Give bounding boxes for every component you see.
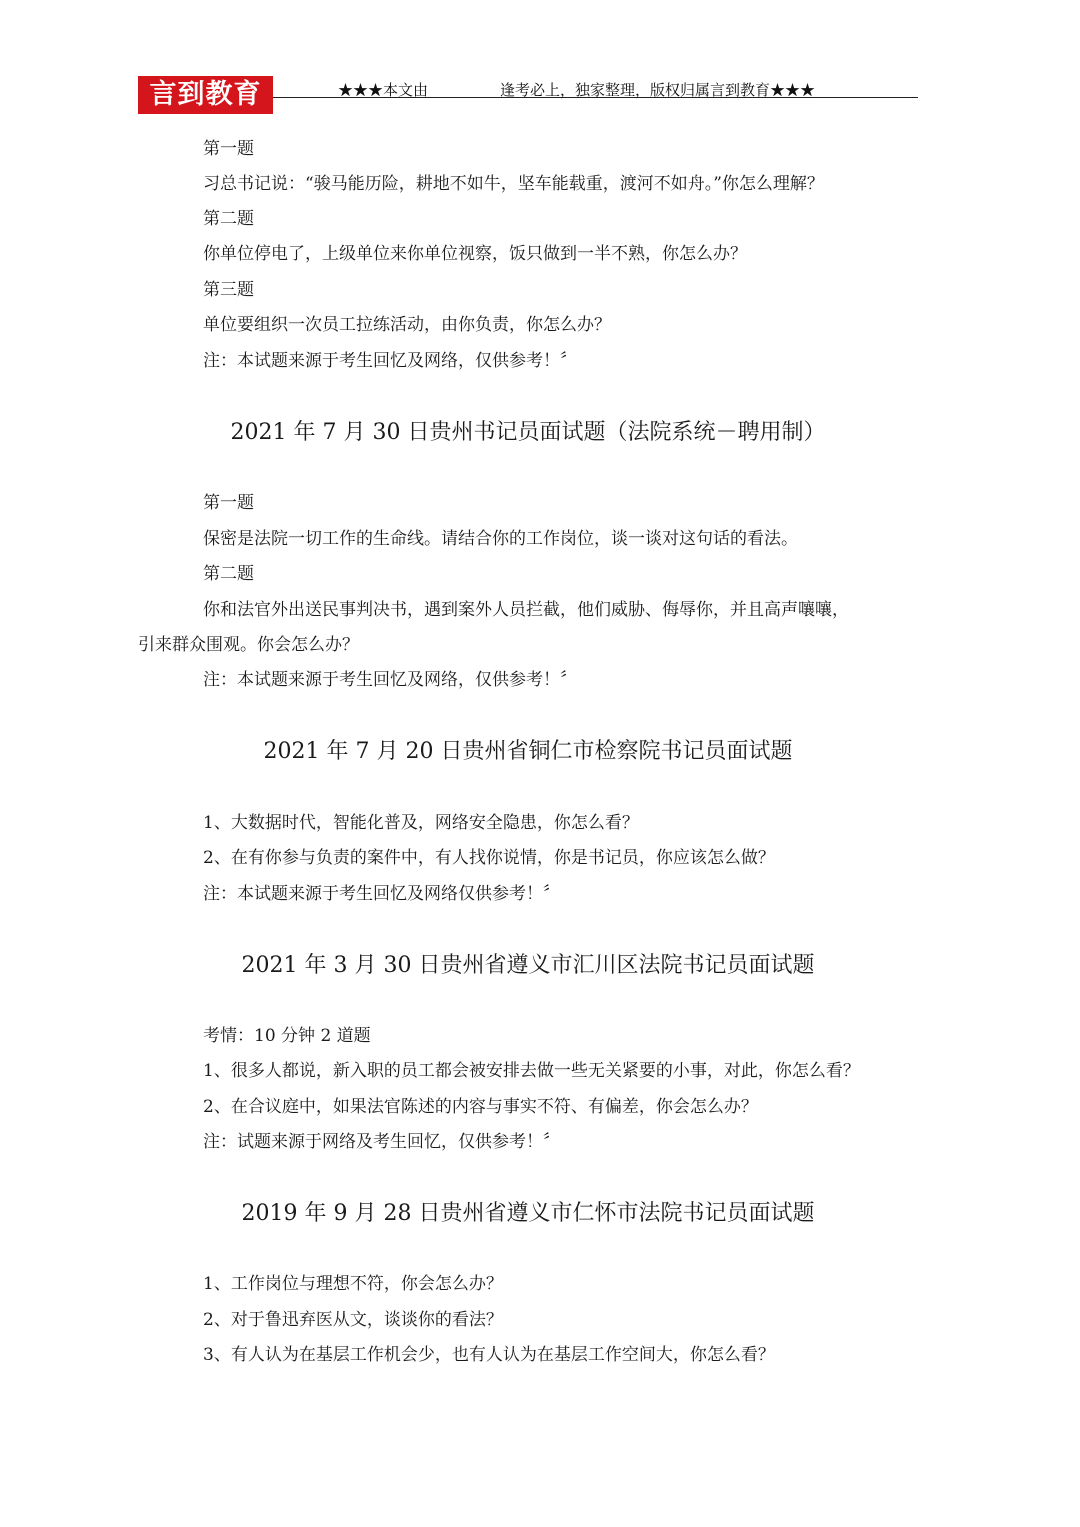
source-note: 注：本试题来源于考生回忆及网络，仅供参考！〞 [203, 670, 577, 690]
question-text-continued: 引来群众围观。你会怎么办？ [138, 635, 359, 655]
header-text-left: ★★★本文由 [338, 81, 429, 99]
question-text: 2、在有你参与负责的案件中，有人找你说情，你是书记员，你应该怎么做？ [203, 848, 775, 868]
question-label: 第二题 [203, 564, 254, 584]
source-note: 注：试题来源于网络及考生回忆，仅供参考！〞 [203, 1132, 560, 1152]
question-label: 第三题 [203, 280, 254, 300]
question-text: 你单位停电了，上级单位来你单位视察，饭只做到一半不熟，你怎么办？ [203, 244, 747, 264]
source-note: 注：本试题来源于考生回忆及网络，仅供参考！〞 [203, 351, 577, 371]
section-title: 2021 年 7 月 20 日贵州省铜仁市检察院书记员面试题 [263, 739, 793, 764]
exam-info: 考情：10 分钟 2 道题 [203, 1026, 371, 1046]
section-title: 2019 年 9 月 28 日贵州省遵义市仁怀市法院书记员面试题 [241, 1201, 815, 1226]
page-header [138, 76, 918, 116]
section-title: 2021 年 7 月 30 日贵州书记员面试题（法院系统－聘用制） [230, 420, 826, 445]
question-label: 第一题 [203, 493, 254, 513]
question-text: 3、有人认为在基层工作机会少，也有人认为在基层工作空间大，你怎么看？ [203, 1345, 775, 1365]
question-label: 第一题 [203, 139, 254, 159]
question-text: 习总书记说：“骏马能历险，耕地不如牛，坚车能载重，渡河不如舟。”你怎么理解？ [203, 174, 824, 194]
question-text: 单位要组织一次员工拉练活动，由你负责，你怎么办？ [203, 315, 611, 335]
question-text: 保密是法院一切工作的生命线。请结合你的工作岗位，谈一谈对这句话的看法。 [203, 529, 798, 549]
brand-logo: 言到教育 [138, 76, 273, 114]
question-text: 1、工作岗位与理想不符，你会怎么办？ [203, 1274, 503, 1294]
question-text: 2、在合议庭中，如果法官陈述的内容与事实不符、有偏差，你会怎么办？ [203, 1097, 758, 1117]
question-text: 1、大数据时代，智能化普及，网络安全隐患，你怎么看？ [203, 813, 639, 833]
question-text: 1、很多人都说，新入职的员工都会被安排去做一些无关紧要的小事，对此，你怎么看？ [203, 1061, 860, 1081]
question-text: 你和法官外出送民事判决书，遇到案外人员拦截，他们威胁、侮辱你，并且高声嚷嚷， [203, 600, 849, 620]
header-text-right: 逢考必上，独家整理，版权归属言到教育★★★ [500, 81, 816, 99]
source-note: 注：本试题来源于考生回忆及网络仅供参考！〞 [203, 884, 560, 904]
section-title: 2021 年 3 月 30 日贵州省遵义市汇川区法院书记员面试题 [241, 953, 815, 978]
question-label: 第二题 [203, 209, 254, 229]
question-text: 2、对于鲁迅弃医从文，谈谈你的看法？ [203, 1310, 503, 1330]
